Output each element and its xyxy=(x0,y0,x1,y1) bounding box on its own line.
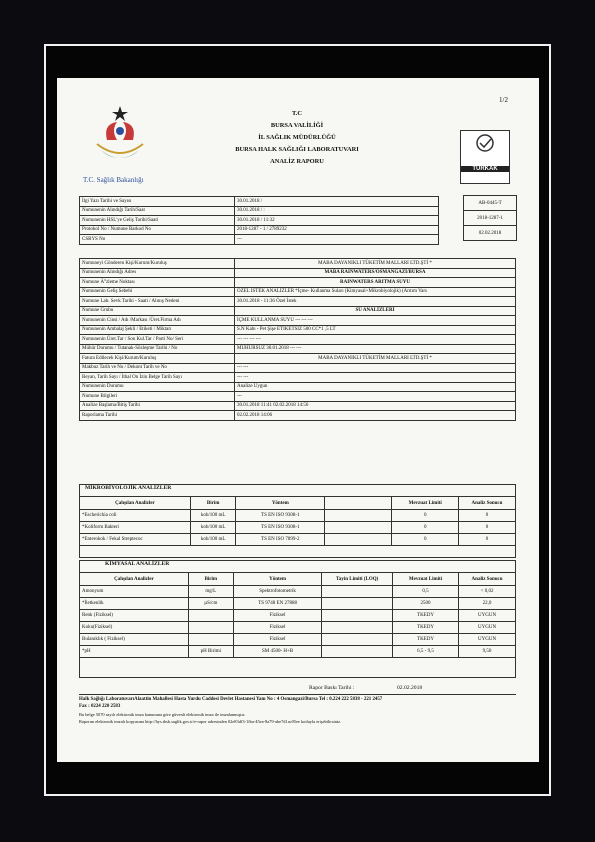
table-cell: TS EN ISO 7899-2 xyxy=(236,534,325,546)
table-row xyxy=(80,278,516,288)
table-cell xyxy=(322,646,393,658)
table-cell: 6,5 - 9,5 xyxy=(392,646,458,658)
table-row xyxy=(80,363,516,373)
info-label: Mühür Durumu / Tutanak-Sözleşme Tarihi / No xyxy=(80,344,235,354)
table-cell: *Koliform Bakteri xyxy=(80,522,191,534)
info-value: MABA RAINWATERS/OSMANGAZİ/BURSA xyxy=(235,268,516,278)
info-value: MÜHÜRSÜZ 30.01.2018 --- --- xyxy=(235,344,516,354)
table-cell xyxy=(322,622,393,634)
info-value: 30.01.2018 - 11:36 Özel İstek xyxy=(235,297,516,307)
turkak-check-icon xyxy=(461,131,509,161)
info-label: Numune Ä°zleme Noktası xyxy=(80,278,235,288)
accreditation-report-no: 2018-1287-1 xyxy=(464,211,517,226)
column-header: Analiz Sonucu xyxy=(458,497,515,510)
info-label: Numune Bilgileri xyxy=(80,392,235,402)
table-cell xyxy=(322,586,393,598)
info-label: Numunenin Cinsi / Adı /Markası /Üret.Firma Adı xyxy=(80,316,235,326)
table-row xyxy=(80,634,516,646)
accreditation-code: AB-0445-T xyxy=(464,196,517,211)
column-header: Yöntem xyxy=(236,497,325,510)
table-cell xyxy=(322,610,393,622)
table-cell xyxy=(325,522,392,534)
header-line-3: İL SAĞLIK MÜDÜRLÜĞÜ xyxy=(258,134,336,141)
table-cell xyxy=(188,610,233,622)
table-cell: *Enterokok / Fekal Streptecoc xyxy=(80,534,191,546)
table-cell: UYGUN xyxy=(459,622,516,634)
footer-note-2: Raporun elektronik imzalı kopyasına http://hys.thsk.saglik.gov.tr/e-rapor adresinden 02e83df3-1fba-45ea-8a79-abe7d1ac05ee koduyla erişebilirsiniz. xyxy=(79,719,342,724)
table-row xyxy=(80,646,516,658)
accreditation-box xyxy=(463,195,517,241)
column-header: Tayin Limiti (LOQ) xyxy=(322,573,393,586)
table-cell: UYGUN xyxy=(459,610,516,622)
info-label: Numuneyi Gönderen Kişi/Kurum/Kuruluş xyxy=(80,259,235,269)
table-cell: 0,5 xyxy=(392,586,458,598)
table-row xyxy=(80,316,516,326)
info-value: --- --- xyxy=(235,363,516,373)
table-cell xyxy=(322,634,393,646)
table-cell: 0 xyxy=(392,522,458,534)
info-label: Numune Grubu xyxy=(80,306,235,316)
table-cell: TKEDY xyxy=(392,634,458,646)
table-cell: 0 xyxy=(458,534,515,546)
column-header xyxy=(325,497,392,510)
column-header: Mevzuat Limiti xyxy=(392,497,458,510)
table-row xyxy=(80,373,516,383)
table-row: Protokol No / Numune Barkod No 2018-1287 - 1 / 2789232 xyxy=(80,225,439,235)
column-header: Çalışılan Analizler xyxy=(80,497,191,510)
table-row xyxy=(80,598,516,610)
table-row xyxy=(80,297,516,307)
table-cell: Renk (Fiziksel) xyxy=(80,610,189,622)
table-cell: Fiziksel xyxy=(233,622,321,634)
ministry-logo-icon xyxy=(87,100,157,178)
info-value: RAINWATERS ARITMA SUYU xyxy=(235,278,516,288)
table-cell: kob/100 mL xyxy=(190,534,236,546)
info-value: --- xyxy=(235,392,516,402)
footer-address: Halk Sağlığı LaboratuvarıAlaattin Mahallesi Hasta Yurdu Caddesi Devlet Hastanesi Yanı No : 4 Osmangazi/Bursa Tel : 0.224 222 5838 - 221 2457 xyxy=(79,697,383,702)
table-cell: TS EN ISO 9308-1 xyxy=(236,510,325,522)
table-cell: SM 4500- H+B xyxy=(233,646,321,658)
micro-title: MİKROBİYOLOJİK ANALİZLER xyxy=(85,485,172,491)
table-cell: pH Birimi xyxy=(188,646,233,658)
table-row xyxy=(80,534,516,546)
table-cell: *Escherichia coli xyxy=(80,510,191,522)
info-value: S.N Kabı - Pet Şişe ETİKETSİZ 500 CC*1 ,5 LT xyxy=(235,325,516,335)
table-cell: mg/L xyxy=(188,586,233,598)
table-cell: Spektrofotometrik xyxy=(233,586,321,598)
table-cell: Bulanıklık ( Fiziksel) xyxy=(80,634,189,646)
column-header: Birim xyxy=(190,497,236,510)
info-label: Numunenin Üret.Tar / Son Kul.Tar / Parti No/ Seri xyxy=(80,335,235,345)
table-row xyxy=(80,325,516,335)
table-cell xyxy=(325,534,392,546)
report-header xyxy=(197,108,397,168)
info-label: Fatura Edilecek Kişi/Kurum/Kuruluş xyxy=(80,354,235,364)
table-row xyxy=(80,268,516,278)
table-cell: Fiziksel xyxy=(233,634,321,646)
table-row: CSBYS No --- xyxy=(80,235,439,245)
info-label: Numune Lab. Sevk Tarihi - Saati / Alınış Nedeni xyxy=(80,297,235,307)
info-value: MABA DAYANIKLI TÜKETİM MALLARI LTD.ŞTİ * xyxy=(235,259,516,269)
turkak-name: TÜRKAK xyxy=(461,166,509,172)
column-header: Yöntem xyxy=(233,573,321,586)
table-row xyxy=(80,287,516,297)
footer-note-1: Bu belge 5070 sayılı elektronik imza kanununa göre güvenli elektronik imza ile imzalanmıştır. xyxy=(79,712,246,717)
table-cell: TKEDY xyxy=(392,610,458,622)
table-cell: 2500 xyxy=(392,598,458,610)
table-cell: Fiziksel xyxy=(233,610,321,622)
info-label: Numunenin Ambalaj Şekli / Etiketi / Miktarı xyxy=(80,325,235,335)
table-cell: *pH xyxy=(80,646,189,658)
footer-fax: Fax : 0224 220 2583 xyxy=(79,704,121,709)
table-cell: 9,50 xyxy=(459,646,516,658)
header-line-4: BURSA HALK SAĞLIĞI LABORATUVARI xyxy=(235,146,359,153)
info-value: --- --- xyxy=(235,373,516,383)
table-cell: 22,0 xyxy=(459,598,516,610)
table-cell: kob/100 mL xyxy=(190,522,236,534)
table-cell: 0 xyxy=(458,510,515,522)
print-date: 02.02.2018 xyxy=(397,685,423,691)
info-value: SU ANALİZLERİ xyxy=(235,306,516,316)
table-row xyxy=(80,354,516,364)
table-cell xyxy=(188,634,233,646)
top-info-table xyxy=(79,196,439,245)
info-value: MABA DAYANIKLI TÜKETİM MALLARI LTD.ŞTİ * xyxy=(235,354,516,364)
info-label: Beyan, Tarih Sayı / İthal On İzin Belge Tarih Sayı xyxy=(80,373,235,383)
table-cell xyxy=(188,622,233,634)
info-label: Analize Başlama/Bitiş Tarihi xyxy=(80,401,235,411)
table-row xyxy=(80,382,516,392)
chem-table xyxy=(79,572,516,658)
column-header: Çalışılan Analizler xyxy=(80,573,189,586)
footer-divider xyxy=(79,694,516,695)
table-cell: TS EN ISO 9308-1 xyxy=(236,522,325,534)
page-number: 1/2 xyxy=(499,96,508,104)
table-row: İlgi Yazı Tarihi ve Sayısı 30.01.2018 / xyxy=(80,197,439,207)
column-header: Birim xyxy=(188,573,233,586)
table-row xyxy=(80,522,516,534)
table-row xyxy=(80,401,516,411)
info-label: Raporlama Tarihi xyxy=(80,411,235,421)
column-header: Analiz Sonucu xyxy=(459,573,516,586)
table-row xyxy=(80,259,516,269)
turkak-logo xyxy=(460,130,510,184)
table-row xyxy=(80,610,516,622)
info-value: --- --- --- --- xyxy=(235,335,516,345)
table-row: Numunenin HSL'ye Geliş Tarihi/Saati 30.01.2018 / 11:32 xyxy=(80,216,439,226)
table-row xyxy=(80,622,516,634)
table-cell: < 0,02 xyxy=(459,586,516,598)
report-page xyxy=(57,78,539,762)
table-header-row xyxy=(80,573,516,586)
table-cell: TKEDY xyxy=(392,622,458,634)
table-row xyxy=(80,335,516,345)
micro-table xyxy=(79,496,516,546)
info-label: Makbuz Tarih ve No / Dekont Tarih ve No xyxy=(80,363,235,373)
table-cell xyxy=(325,510,392,522)
table-row xyxy=(80,344,516,354)
table-cell: kob/100 mL xyxy=(190,510,236,522)
info-value: ÖZEL İSTEK ANALİZLER *İçme- Kullanma Suları (Kimyasal+Mikrobiyolojik) (Arıtım Vars xyxy=(235,287,516,297)
table-row xyxy=(80,510,516,522)
table-cell xyxy=(322,598,393,610)
info-label: Numunenin Geliş Sebebi xyxy=(80,287,235,297)
table-cell: UYGUN xyxy=(459,634,516,646)
chem-title: KİMYASAL ANALİZLER xyxy=(105,561,170,567)
table-cell: 0 xyxy=(392,534,458,546)
accreditation-date: 02.02.2018 xyxy=(464,226,517,241)
table-cell: TS 9748 EN 27888 xyxy=(233,598,321,610)
print-date-label: Rapor Baskı Tarihi : xyxy=(309,685,355,691)
column-header: Mevzuat Limiti xyxy=(392,573,458,586)
table-row xyxy=(80,392,516,402)
info-label: Numunenin Durumu xyxy=(80,382,235,392)
info-value: 30.01.2018 11:41 02.02.2018 14:56 xyxy=(235,401,516,411)
table-row xyxy=(80,306,516,316)
info-value: 02.02.2018 14:06 xyxy=(235,411,516,421)
sample-info-table xyxy=(79,258,516,421)
table-cell: Koku(Fiziksel) xyxy=(80,622,189,634)
table-header-row xyxy=(80,497,516,510)
table-cell: µS/cm xyxy=(188,598,233,610)
info-value: Analize Uygun xyxy=(235,382,516,392)
header-line-2: BURSA VALİLİĞİ xyxy=(270,122,324,129)
table-row: Numunenin Alındığı Tarih/Saat 30.01.2018 / : xyxy=(80,206,439,216)
info-label: Numunenin Alındığı Adres xyxy=(80,268,235,278)
table-row xyxy=(80,411,516,421)
table-cell: *İletkenlik xyxy=(80,598,189,610)
ministry-logo-text: T.C. Sağlık Bakanlığı xyxy=(83,176,144,184)
table-cell: 0 xyxy=(458,522,515,534)
header-line-5: ANALİZ RAPORU xyxy=(270,158,324,165)
header-line-1: T.C xyxy=(291,110,302,117)
table-row xyxy=(80,586,516,598)
info-value: İÇME KULLANMA SUYU --- --- --- xyxy=(235,316,516,326)
table-cell: Amonyum xyxy=(80,586,189,598)
table-cell: 0 xyxy=(392,510,458,522)
